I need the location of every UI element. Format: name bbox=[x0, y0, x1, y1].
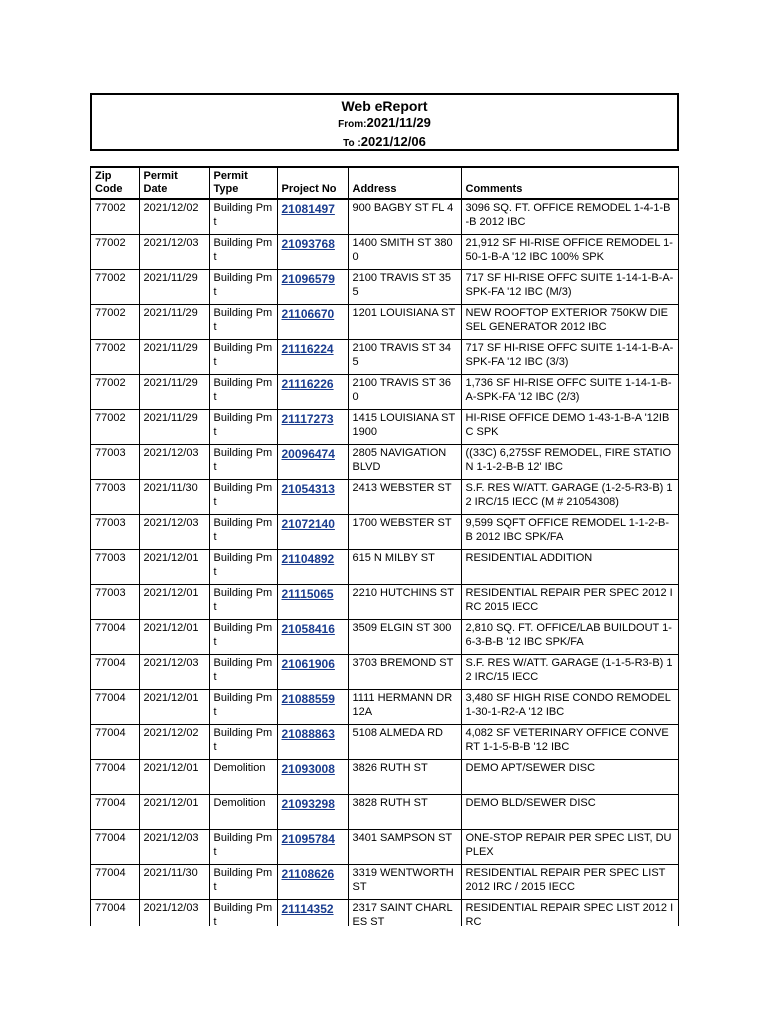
zip-code-cell: 77004 bbox=[91, 655, 139, 690]
table-row bbox=[91, 445, 678, 480]
address-cell: 3319 WENTWORTH ST bbox=[348, 865, 461, 900]
project-no-cell bbox=[277, 865, 348, 900]
project-no-cell bbox=[277, 830, 348, 865]
project-no-cell bbox=[277, 760, 348, 795]
comments-cell: 21,912 SF HI-RISE OFFICE REMODEL 1-50-1-B-A '12 IBC 100% SPK bbox=[461, 235, 678, 270]
table-row bbox=[91, 655, 678, 690]
zip-code-cell: 77002 bbox=[91, 305, 139, 340]
permit-date-cell: 2021/11/29 bbox=[139, 410, 209, 445]
table-row bbox=[91, 585, 678, 620]
permit-type-cell: Building Pmt bbox=[209, 865, 277, 900]
permit-date-cell: 2021/11/30 bbox=[139, 480, 209, 515]
comments-cell: RESIDENTIAL REPAIR SPEC LIST 2012 IRC bbox=[461, 900, 678, 927]
project-no-link[interactable]: 21104892 bbox=[281, 552, 335, 566]
zip-code-cell: 77003 bbox=[91, 550, 139, 585]
project-no-cell bbox=[277, 795, 348, 830]
col-header-permit-date: Permit Date bbox=[139, 168, 209, 199]
comments-cell: 3,480 SF HIGH RISE CONDO REMODEL 1-30-1-R2-A '12 IBC bbox=[461, 690, 678, 725]
from-line bbox=[92, 114, 677, 133]
project-no-link[interactable]: 21093298 bbox=[281, 797, 335, 811]
table-row bbox=[91, 760, 678, 795]
permit-type-cell: Building Pmt bbox=[209, 235, 277, 270]
permit-date-cell: 2021/12/01 bbox=[139, 795, 209, 830]
comments-cell: 717 SF HI-RISE OFFC SUITE 1-14-1-B-A-SPK-FA '12 IBC (M/3) bbox=[461, 270, 678, 305]
comments-cell: 2,810 SQ. FT. OFFICE/LAB BUILDOUT 1-6-3-B-B '12 IBC SPK/FA bbox=[461, 620, 678, 655]
comments-cell: 1,736 SF HI-RISE OFFC SUITE 1-14-1-B-A-SPK-FA '12 IBC (2/3) bbox=[461, 375, 678, 410]
permit-type-cell: Building Pmt bbox=[209, 585, 277, 620]
address-cell: 3826 RUTH ST bbox=[348, 760, 461, 795]
permit-date-cell: 2021/12/03 bbox=[139, 900, 209, 927]
zip-code-cell: 77004 bbox=[91, 620, 139, 655]
to-line bbox=[92, 133, 677, 152]
address-cell: 3509 ELGIN ST 300 bbox=[348, 620, 461, 655]
permit-type-cell: Building Pmt bbox=[209, 620, 277, 655]
address-cell: 2805 NAVIGATION BLVD bbox=[348, 445, 461, 480]
permit-type-cell: Demolition bbox=[209, 760, 277, 795]
table-row bbox=[91, 865, 678, 900]
table-row bbox=[91, 620, 678, 655]
comments-cell: HI-RISE OFFICE DEMO 1-43-1-B-A '12IBC SPK bbox=[461, 410, 678, 445]
zip-code-cell: 77003 bbox=[91, 585, 139, 620]
comments-cell: 4,082 SF VETERINARY OFFICE CONVERT 1-1-5-B-B '12 IBC bbox=[461, 725, 678, 760]
permit-type-cell: Building Pmt bbox=[209, 655, 277, 690]
project-no-cell bbox=[277, 445, 348, 480]
permits-table bbox=[91, 168, 678, 926]
permit-date-cell: 2021/12/03 bbox=[139, 515, 209, 550]
permit-date-cell: 2021/12/03 bbox=[139, 445, 209, 480]
comments-cell: DEMO BLD/SEWER DISC bbox=[461, 795, 678, 830]
project-no-cell bbox=[277, 199, 348, 235]
address-cell: 2100 TRAVIS ST 360 bbox=[348, 375, 461, 410]
address-cell: 5108 ALMEDA RD bbox=[348, 725, 461, 760]
address-cell: 3828 RUTH ST bbox=[348, 795, 461, 830]
comments-cell: 3096 SQ. FT. OFFICE REMODEL 1-4-1-B-B 2012 IBC bbox=[461, 199, 678, 235]
permit-date-cell: 2021/12/03 bbox=[139, 655, 209, 690]
zip-code-cell: 77004 bbox=[91, 725, 139, 760]
permit-date-cell: 2021/12/03 bbox=[139, 830, 209, 865]
table-row bbox=[91, 270, 678, 305]
table-body bbox=[91, 199, 678, 926]
table-row bbox=[91, 550, 678, 585]
table-row bbox=[91, 795, 678, 830]
table-row bbox=[91, 235, 678, 270]
project-no-cell bbox=[277, 585, 348, 620]
report-title: Web eReport bbox=[341, 98, 428, 114]
table-row bbox=[91, 199, 678, 235]
permit-date-cell: 2021/12/01 bbox=[139, 585, 209, 620]
table-row bbox=[91, 830, 678, 865]
permit-date-cell: 2021/11/29 bbox=[139, 305, 209, 340]
permit-type-cell: Building Pmt bbox=[209, 725, 277, 760]
from-date: 2021/11/29 bbox=[366, 115, 431, 130]
permit-type-cell: Building Pmt bbox=[209, 830, 277, 865]
project-no-cell bbox=[277, 655, 348, 690]
project-no-cell bbox=[277, 270, 348, 305]
table-row bbox=[91, 480, 678, 515]
permit-date-cell: 2021/12/02 bbox=[139, 725, 209, 760]
zip-code-cell: 77002 bbox=[91, 199, 139, 235]
to-label: To : bbox=[343, 138, 361, 149]
zip-code-cell: 77004 bbox=[91, 795, 139, 830]
permit-type-cell: Building Pmt bbox=[209, 270, 277, 305]
permit-type-cell: Building Pmt bbox=[209, 550, 277, 585]
permit-type-cell: Building Pmt bbox=[209, 445, 277, 480]
permit-date-cell: 2021/12/01 bbox=[139, 550, 209, 585]
address-cell: 1415 LOUISIANA ST 1900 bbox=[348, 410, 461, 445]
permit-type-cell: Building Pmt bbox=[209, 515, 277, 550]
permit-date-cell: 2021/12/01 bbox=[139, 760, 209, 795]
permit-date-cell: 2021/12/01 bbox=[139, 620, 209, 655]
zip-code-cell: 77004 bbox=[91, 900, 139, 927]
project-no-link[interactable]: 21058416 bbox=[281, 622, 335, 636]
project-no-cell bbox=[277, 375, 348, 410]
table-row bbox=[91, 340, 678, 375]
permit-type-cell: Building Pmt bbox=[209, 375, 277, 410]
table-row bbox=[91, 515, 678, 550]
zip-code-cell: 77003 bbox=[91, 515, 139, 550]
project-no-link[interactable]: 21116224 bbox=[281, 342, 334, 356]
to-date: 2021/12/06 bbox=[360, 134, 426, 149]
col-header-zip: Zip Code bbox=[91, 168, 139, 199]
project-no-link[interactable]: 21116226 bbox=[281, 377, 334, 391]
address-cell: 2210 HUTCHINS ST bbox=[348, 585, 461, 620]
permit-type-cell: Building Pmt bbox=[209, 305, 277, 340]
zip-code-cell: 77002 bbox=[91, 235, 139, 270]
project-no-link[interactable]: 21117273 bbox=[281, 412, 334, 426]
project-no-link[interactable]: 21108626 bbox=[281, 867, 335, 881]
permit-type-cell: Building Pmt bbox=[209, 340, 277, 375]
col-header-address: Address bbox=[348, 168, 461, 199]
project-no-link[interactable]: 21115065 bbox=[281, 587, 334, 601]
project-no-link[interactable]: 21093768 bbox=[281, 237, 335, 251]
address-cell: 1400 SMITH ST 3800 bbox=[348, 235, 461, 270]
permit-type-cell: Demolition bbox=[209, 795, 277, 830]
comments-cell: S.F. RES W/ATT. GARAGE (1-2-5-R3-B) 12 IRC/15 IECC (M # 21054308) bbox=[461, 480, 678, 515]
permit-date-cell: 2021/12/02 bbox=[139, 199, 209, 235]
zip-code-cell: 77003 bbox=[91, 480, 139, 515]
address-cell: 2413 WEBSTER ST bbox=[348, 480, 461, 515]
project-no-link[interactable]: 20096474 bbox=[281, 447, 335, 461]
project-no-link[interactable]: 21081497 bbox=[281, 202, 335, 216]
comments-cell: RESIDENTIAL REPAIR PER SPEC 2012 IRC 2015 IECC bbox=[461, 585, 678, 620]
comments-cell: 9,599 SQFT OFFICE REMODEL 1-1-2-B-B 2012 IBC SPK/FA bbox=[461, 515, 678, 550]
project-no-cell bbox=[277, 550, 348, 585]
permit-date-cell: 2021/12/03 bbox=[139, 235, 209, 270]
table-row bbox=[91, 690, 678, 725]
permit-type-cell: Building Pmt bbox=[209, 410, 277, 445]
comments-cell: RESIDENTIAL ADDITION bbox=[461, 550, 678, 585]
col-header-permit-type: Permit Type bbox=[209, 168, 277, 199]
permit-type-cell: Building Pmt bbox=[209, 480, 277, 515]
zip-code-cell: 77003 bbox=[91, 445, 139, 480]
project-no-cell bbox=[277, 340, 348, 375]
comments-cell: NEW ROOFTOP EXTERIOR 750KW DIESEL GENERATOR 2012 IBC bbox=[461, 305, 678, 340]
table-row bbox=[91, 305, 678, 340]
from-label: From: bbox=[338, 119, 367, 130]
permit-type-cell: Building Pmt bbox=[209, 900, 277, 927]
comments-cell: ONE-STOP REPAIR PER SPEC LIST, DUPLEX bbox=[461, 830, 678, 865]
address-cell: 615 N MILBY ST bbox=[348, 550, 461, 585]
project-no-link[interactable]: 21106670 bbox=[281, 307, 335, 321]
table-row bbox=[91, 725, 678, 760]
permit-date-cell: 2021/11/30 bbox=[139, 865, 209, 900]
address-cell: 3401 SAMPSON ST bbox=[348, 830, 461, 865]
address-cell: 3703 BREMOND ST bbox=[348, 655, 461, 690]
project-no-cell bbox=[277, 620, 348, 655]
permit-date-cell: 2021/11/29 bbox=[139, 340, 209, 375]
zip-code-cell: 77002 bbox=[91, 270, 139, 305]
address-cell: 1111 HERMANN DR 12A bbox=[348, 690, 461, 725]
project-no-link[interactable]: 21096579 bbox=[281, 272, 335, 286]
permits-table-container bbox=[90, 166, 679, 926]
project-no-link[interactable]: 21114352 bbox=[281, 902, 334, 916]
project-no-cell bbox=[277, 305, 348, 340]
project-no-link[interactable]: 21093008 bbox=[281, 762, 335, 776]
permit-date-cell: 2021/11/29 bbox=[139, 270, 209, 305]
project-no-cell bbox=[277, 690, 348, 725]
col-header-comments: Comments bbox=[461, 168, 678, 199]
project-no-cell bbox=[277, 725, 348, 760]
zip-code-cell: 77002 bbox=[91, 375, 139, 410]
table-row bbox=[91, 410, 678, 445]
report-header bbox=[90, 93, 679, 151]
permit-date-cell: 2021/11/29 bbox=[139, 375, 209, 410]
address-cell: 2317 SAINT CHARLES ST bbox=[348, 900, 461, 927]
address-cell: 2100 TRAVIS ST 345 bbox=[348, 340, 461, 375]
project-no-cell bbox=[277, 235, 348, 270]
project-no-link[interactable]: 21054313 bbox=[281, 482, 335, 496]
zip-code-cell: 77004 bbox=[91, 760, 139, 795]
project-no-link[interactable]: 21095784 bbox=[281, 832, 335, 846]
comments-cell: DEMO APT/SEWER DISC bbox=[461, 760, 678, 795]
project-no-cell bbox=[277, 480, 348, 515]
address-cell: 900 BAGBY ST FL 4 bbox=[348, 199, 461, 235]
table-header-row bbox=[91, 168, 678, 199]
comments-cell: S.F. RES W/ATT. GARAGE (1-1-5-R3-B) 12 IRC/15 IECC bbox=[461, 655, 678, 690]
project-no-link[interactable]: 21088863 bbox=[281, 727, 335, 741]
project-no-cell bbox=[277, 515, 348, 550]
table-row bbox=[91, 375, 678, 410]
permit-date-cell: 2021/12/01 bbox=[139, 690, 209, 725]
project-no-link[interactable]: 21061906 bbox=[281, 657, 335, 671]
comments-cell: ((33C) 6,275SF REMODEL, FIRE STATION 1-1-2-B-B 12' IBC bbox=[461, 445, 678, 480]
zip-code-cell: 77002 bbox=[91, 340, 139, 375]
project-no-cell bbox=[277, 900, 348, 927]
permit-type-cell: Building Pmt bbox=[209, 199, 277, 235]
col-header-project-no: Project No bbox=[277, 168, 348, 199]
address-cell: 2100 TRAVIS ST 355 bbox=[348, 270, 461, 305]
comments-cell: 717 SF HI-RISE OFFC SUITE 1-14-1-B-A-SPK-FA '12 IBC (3/3) bbox=[461, 340, 678, 375]
address-cell: 1700 WEBSTER ST bbox=[348, 515, 461, 550]
zip-code-cell: 77004 bbox=[91, 830, 139, 865]
zip-code-cell: 77004 bbox=[91, 690, 139, 725]
address-cell: 1201 LOUISIANA ST bbox=[348, 305, 461, 340]
table-row bbox=[91, 900, 678, 927]
project-no-cell bbox=[277, 410, 348, 445]
comments-cell: RESIDENTIAL REPAIR PER SPEC LIST 2012 IRC / 2015 IECC bbox=[461, 865, 678, 900]
zip-code-cell: 77004 bbox=[91, 865, 139, 900]
project-no-link[interactable]: 21072140 bbox=[281, 517, 335, 531]
permit-type-cell: Building Pmt bbox=[209, 690, 277, 725]
zip-code-cell: 77002 bbox=[91, 410, 139, 445]
project-no-link[interactable]: 21088559 bbox=[281, 692, 335, 706]
